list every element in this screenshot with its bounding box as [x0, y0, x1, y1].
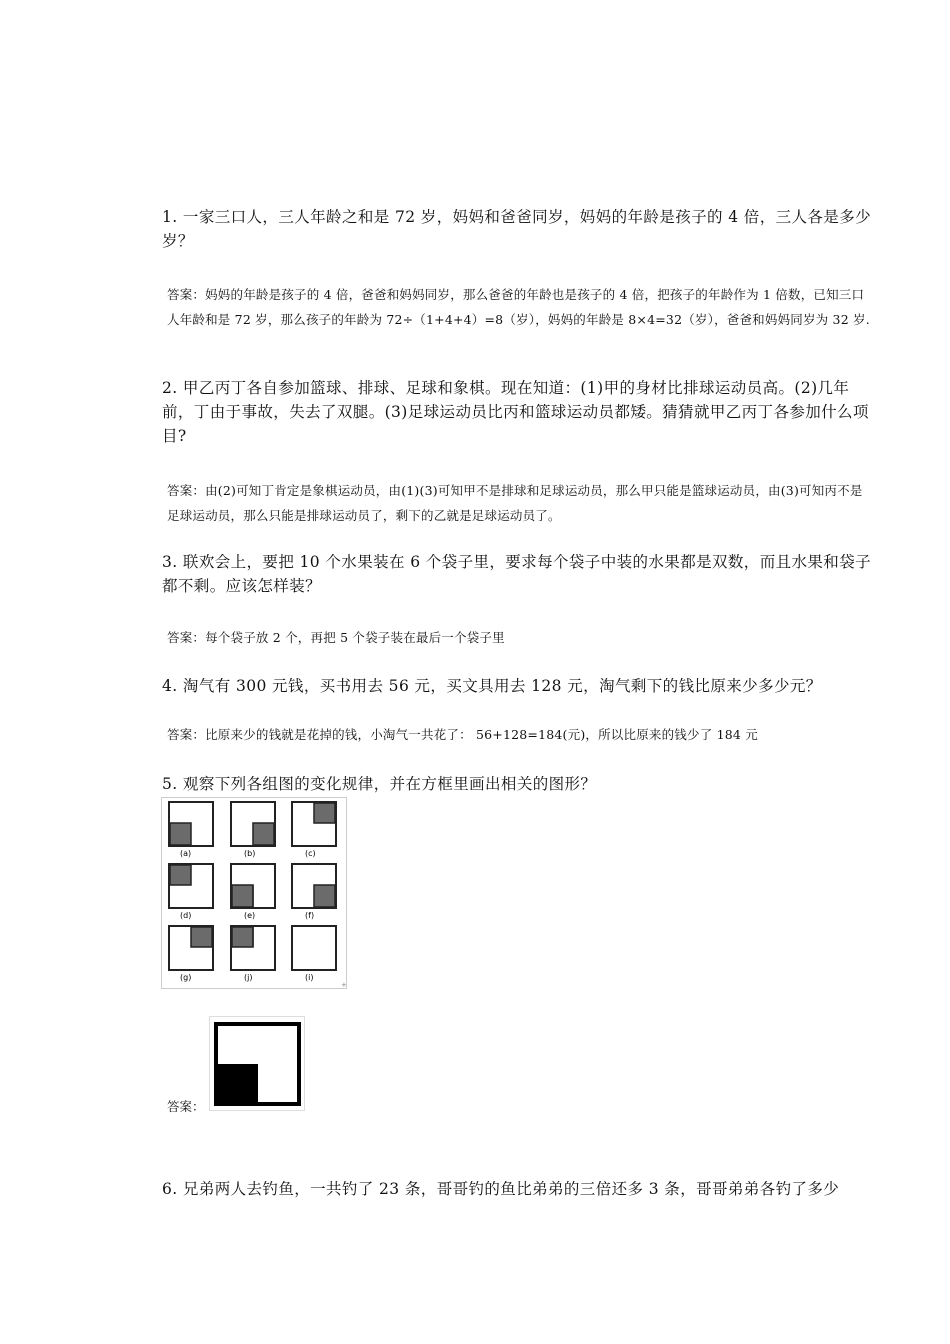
figure-label-j: (j) — [244, 973, 253, 982]
figure-label-b: (b) — [244, 849, 256, 858]
answer-1: 答案：妈妈的年龄是孩子的 4 倍，爸爸和妈妈同岁，那么爸爸的年龄也是孩子的 4 倍，把孩子的年龄作为 1 倍数，已知三口人年龄和是 72 岁，那么孩子的年龄为 72÷（1+4+4）=8（岁），妈妈的年龄是 8×4=32（岁），爸爸和妈妈同岁为 32 岁. — [167, 287, 870, 327]
question-5: 5. 观察下列各组图的变化规律，并在方框里画出相关的图形？ — [162, 775, 597, 793]
pattern-figure-grid — [161, 797, 347, 989]
answer-3: 答案：每个袋子放 2 个，再把 5 个袋子装在最后一个袋子里 — [167, 630, 505, 645]
small-plus-mark: + — [341, 981, 347, 989]
figure-label-f: (f) — [305, 911, 315, 920]
question-1: 1. 一家三口人，三人年龄之和是 72 岁，妈妈和爸爸同岁，妈妈的年龄是孩子的 4 倍，三人各是多少岁？ — [162, 208, 872, 250]
answer-5-label: 答案： — [167, 1099, 205, 1114]
figure-label-a: (a) — [180, 849, 192, 858]
answer-4: 答案：比原来少的钱就是花掉的钱，小淘气一共花了： 56+128=184(元)，所以比原来的钱少了 184 元 — [167, 727, 758, 742]
answer-2: 答案：由(2)可知丁肯定是象棋运动员，由(1)(3)可知甲不是排球和足球运动员，那么甲只能是篮球运动员，由(3)可知丙不是足球运动员，那么只能是排球运动员了，剩下的乙就是足球运动员了。 — [167, 483, 863, 523]
answer-5-figure — [209, 1016, 305, 1111]
figure-label-e: (e) — [244, 911, 256, 920]
figure-label-g: (g) — [180, 973, 192, 982]
figure-label-d: (d) — [180, 911, 192, 920]
question-3: 3. 联欢会上，要把 10 个水果装在 6 个袋子里，要求每个袋子中装的水果都是双数，而且水果和袋子都不剩。应该怎样装？ — [162, 553, 872, 595]
question-2: 2. 甲乙丙丁各自参加篮球、排球、足球和象棋。现在知道：(1)甲的身材比排球运动员高。(2)几年前，丁由于事故，失去了双腿。(3)足球运动员比丙和篮球运动员都矮。猜猜就甲乙丙丁各参加什么项目? — [162, 379, 869, 445]
question-4: 4. 淘气有 300 元钱，买书用去 56 元，买文具用去 128 元，淘气剩下的钱比原来少多少元？ — [162, 677, 822, 695]
question-6: 6. 兄弟两人去钓鱼，一共钓了 23 条，哥哥钓的鱼比弟弟的三倍还多 3 条，哥哥弟弟各钓了多少 — [162, 1180, 840, 1198]
figure-label-i: (i) — [305, 973, 314, 982]
figure-label-c: (c) — [305, 849, 316, 858]
